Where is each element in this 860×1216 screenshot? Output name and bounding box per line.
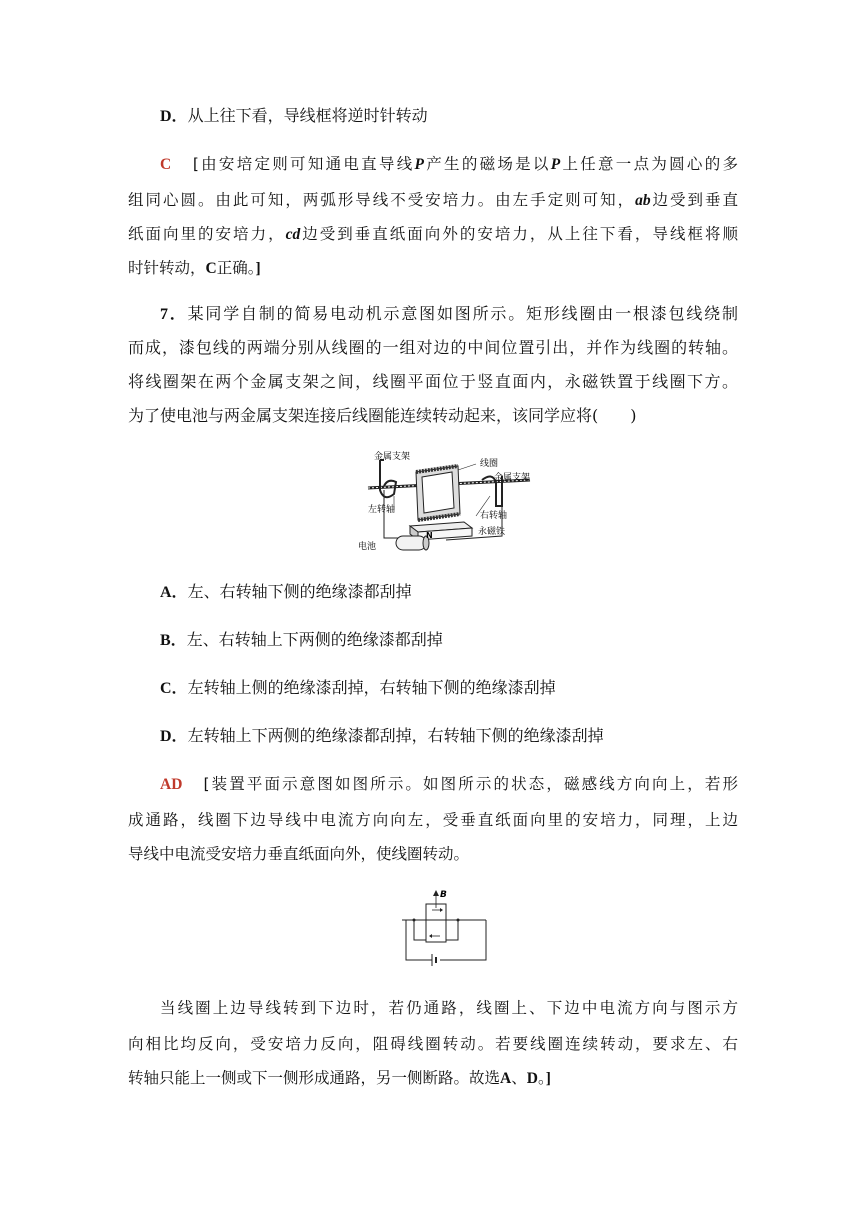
answer-text: 时针转动， bbox=[128, 259, 206, 277]
answer-7-line-2 bbox=[128, 810, 738, 830]
option-letter: B． bbox=[160, 632, 187, 649]
answer-text: 当线圈上边导线转到下边时，若仍通路，线圈上、下边中电流方向与图示方 bbox=[160, 999, 738, 1017]
question-text: 将线圈架在两个金属支架之间，线圈平面位于竖直面内，永磁铁置于线圈下方。 bbox=[128, 372, 738, 391]
answer-text: 产生的磁场是以 bbox=[423, 155, 551, 173]
question-text: 某同学自制的简易电动机示意图如图所示。矩形线圈由一根漆包线绕制 bbox=[187, 304, 738, 323]
option-letter: D． bbox=[160, 108, 188, 125]
label-left-axle: 左转轴 bbox=[368, 505, 396, 515]
answer-label: AD bbox=[160, 776, 183, 793]
option-text: 左、右转轴上下两侧的绝缘漆都刮掉 bbox=[186, 630, 443, 649]
answer-text: 。 bbox=[537, 1069, 546, 1087]
question-text: 为了使电池与两金属支架连接后线圈能连续转动起来，该同学应将( ) bbox=[128, 406, 637, 425]
prev-answer-line-3 bbox=[128, 224, 738, 245]
option-text: 左、右转轴下侧的绝缘漆都刮掉 bbox=[187, 582, 412, 601]
answer-var: ab bbox=[635, 192, 651, 209]
label-coil: 线圈 bbox=[480, 459, 499, 469]
answer-text: 正确。 bbox=[216, 259, 256, 277]
label-b-field: B bbox=[440, 890, 447, 900]
prev-answer-line-1 bbox=[160, 154, 738, 175]
answer-text: 向相比均反向，受安培力反向，阻碍线圈转动。若要线圈连续转动，要求左、右 bbox=[128, 1035, 738, 1053]
label-battery: 电池 bbox=[358, 542, 377, 552]
answer-7-line-1 bbox=[160, 774, 738, 795]
answer-text: [装置平面示意图如图所示。如图所示的状态，磁感线方向向上，若形 bbox=[203, 775, 738, 793]
question-7-line-3 bbox=[128, 372, 738, 392]
option-d bbox=[160, 726, 738, 747]
answer-text: 边受到垂直 bbox=[650, 191, 738, 209]
label-magnet-pole: N bbox=[426, 531, 433, 540]
option-text: 左转轴上侧的绝缘漆刮掉，右转轴下侧的绝缘漆刮掉 bbox=[187, 678, 556, 697]
battery bbox=[396, 536, 426, 550]
answer-text: 纸面向里的安培力， bbox=[128, 225, 286, 243]
answer-var: P bbox=[550, 156, 561, 173]
left-bracket bbox=[380, 460, 396, 497]
motor-diagram-svg bbox=[354, 450, 544, 556]
answer-text: [由安培定则可知通电直导线 bbox=[192, 155, 415, 173]
answer-7-line-5 bbox=[128, 1034, 738, 1054]
answer-text: 组同心圆。由此可知，两弧形导线不受安培力。由左手定则可知， bbox=[128, 191, 636, 209]
option-c bbox=[160, 678, 738, 699]
label-left-bracket: 金属支架 bbox=[374, 452, 411, 462]
answer-bracket: ] bbox=[545, 1070, 551, 1087]
option-text: 左转轴上下两侧的绝缘漆都刮掉，右转轴下侧的绝缘漆刮掉 bbox=[187, 726, 604, 745]
answer-bracket: ] bbox=[255, 260, 261, 277]
answer-var: P bbox=[414, 156, 424, 173]
question-7-line-4 bbox=[128, 406, 738, 426]
answer-choice: A bbox=[500, 1070, 512, 1087]
answer-text: 转轴只能上一侧或下一侧形成通路，另一侧断路。故选 bbox=[128, 1069, 501, 1087]
answer-7-line-6 bbox=[128, 1068, 738, 1089]
answer-7-line-4 bbox=[160, 998, 738, 1018]
option-letter: D． bbox=[160, 728, 188, 745]
answer-7-line-3 bbox=[128, 844, 738, 864]
question-7-line-1 bbox=[160, 304, 738, 325]
answer-label: C bbox=[160, 156, 172, 173]
motor-diagram bbox=[354, 450, 544, 556]
prev-option-d bbox=[160, 106, 660, 127]
answer-text: 、 bbox=[511, 1069, 527, 1087]
option-letter: C． bbox=[160, 680, 188, 697]
label-magnet: 永磁铁 bbox=[478, 527, 506, 537]
answer-text: 边受到垂直纸面向外的安培力，从上往下看，导线框将顺 bbox=[300, 225, 738, 243]
plan-diagram bbox=[398, 888, 494, 970]
question-number: 7． bbox=[160, 306, 188, 323]
option-text: 从上往下看，导线框将逆时针转动 bbox=[187, 106, 428, 125]
question-text: 而成，漆包线的两端分别从线圈的一组对边的中间位置引出，并作为线圈的转轴。 bbox=[128, 338, 738, 357]
label-right-bracket: 金属支架 bbox=[494, 473, 531, 483]
prev-answer-line-2 bbox=[128, 190, 738, 211]
option-letter: A． bbox=[160, 584, 188, 601]
answer-var: C bbox=[205, 260, 217, 277]
option-a bbox=[160, 582, 738, 603]
option-b bbox=[160, 630, 738, 651]
prev-answer-line-4 bbox=[128, 258, 738, 279]
plan-diagram-svg bbox=[398, 888, 494, 970]
label-right-axle: 右转轴 bbox=[480, 511, 508, 521]
answer-var: cd bbox=[285, 226, 301, 243]
answer-text: 导线中电流受安培力垂直纸面向外，使线圈转动。 bbox=[128, 845, 470, 863]
question-7-line-2 bbox=[128, 338, 738, 358]
answer-text: 上任意一点为圆心的多 bbox=[560, 155, 738, 173]
answer-text: 成通路，线圈下边导线中电流方向向左，受垂直纸面向里的安培力，同理，上边 bbox=[128, 811, 738, 829]
answer-choice: D bbox=[526, 1070, 538, 1087]
